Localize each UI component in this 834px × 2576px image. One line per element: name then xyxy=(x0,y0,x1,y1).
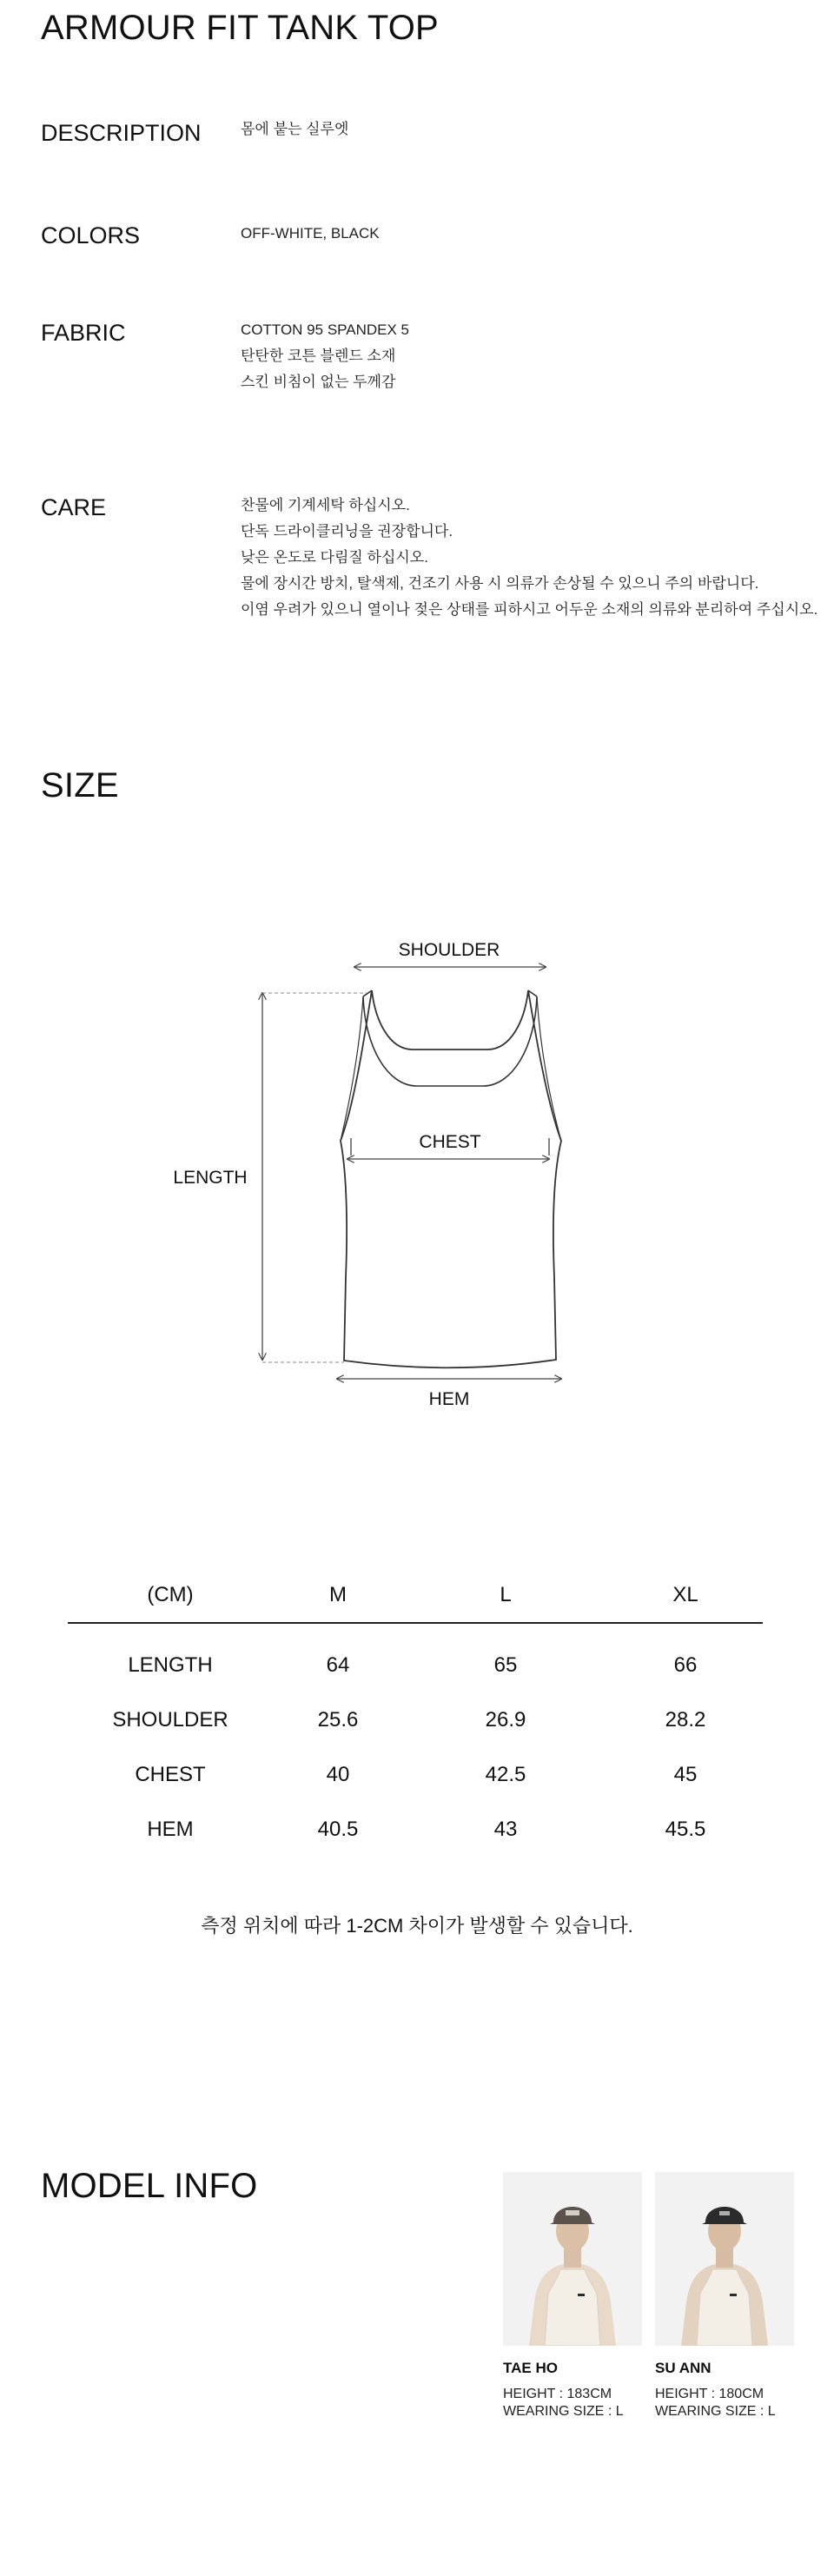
size-table-header: L xyxy=(500,1583,512,1606)
page-title: ARMOUR FIT TANK TOP xyxy=(41,9,439,47)
armhole-right xyxy=(537,997,561,1141)
table-cell: 43 xyxy=(493,1817,518,1841)
fabric-line: 스킨 비침이 없는 두께감 xyxy=(241,374,396,390)
model-height: HEIGHT : 183CM xyxy=(503,2387,612,2401)
table-cell: 64 xyxy=(326,1652,350,1677)
table-cell: 28.2 xyxy=(665,1707,706,1732)
table-cell: 40 xyxy=(326,1762,350,1786)
model-photo-image xyxy=(655,2172,794,2346)
fabric-label: FABRIC xyxy=(41,320,126,346)
model-card xyxy=(655,2172,794,2420)
table-cell: 25.6 xyxy=(317,1707,359,1732)
model-photo xyxy=(655,2172,794,2346)
fabric-line: COTTON 95 SPANDEX 5 xyxy=(241,321,409,338)
model-photo-image xyxy=(503,2172,642,2346)
hem-label: HEM xyxy=(428,1389,470,1409)
care-line: 단독 드라이클리닝을 권장합니다. xyxy=(241,523,453,540)
colors-label: COLORS xyxy=(41,222,141,248)
measurement-note: 측정 위치에 따라 1-2CM 차이가 발생할 수 있습니다. xyxy=(201,1915,633,1937)
care-line: 이염 우려가 있으니 열이나 젖은 상태를 피하시고 어두운 소재의 의류와 분리하여 주십시오. xyxy=(241,601,818,618)
size-table-header: XL xyxy=(672,1583,698,1606)
table-row xyxy=(68,1623,763,1692)
care-value xyxy=(241,493,817,623)
model-wearing-size: WEARING SIZE : L xyxy=(655,2404,776,2419)
size-heading: SIZE xyxy=(41,766,119,805)
colors-line: OFF-WHITE, BLACK xyxy=(241,225,380,242)
size-table xyxy=(68,1568,763,1857)
tank-top-measurement-diagram xyxy=(156,921,591,1425)
model-name: TAE HO xyxy=(503,2360,558,2376)
armhole-left xyxy=(341,997,363,1141)
table-cell: 65 xyxy=(493,1652,518,1677)
shoulder-label: SHOULDER xyxy=(398,940,500,960)
table-row xyxy=(68,1747,763,1802)
colors-value xyxy=(241,221,380,247)
table-cell: HEM xyxy=(147,1817,194,1841)
table-cell: 45 xyxy=(673,1762,698,1786)
size-table-header: M xyxy=(329,1583,347,1606)
table-row xyxy=(68,1802,763,1857)
description-label: DESCRIPTION xyxy=(41,120,202,146)
table-cell: LENGTH xyxy=(128,1652,213,1677)
table-cell: 66 xyxy=(673,1652,698,1677)
table-cell: 45.5 xyxy=(665,1817,706,1841)
care-line: 찬물에 기계세탁 하십시오. xyxy=(241,497,410,513)
chest-label: CHEST xyxy=(419,1132,481,1152)
table-cell: 26.9 xyxy=(485,1707,526,1732)
model-photo xyxy=(503,2172,642,2346)
model-card xyxy=(503,2172,642,2420)
description-value xyxy=(241,116,348,142)
table-cell: CHEST xyxy=(135,1762,206,1786)
length-label: LENGTH xyxy=(173,1168,248,1188)
table-row xyxy=(68,1692,763,1747)
description-line: 몸에 붙는 실루엣 xyxy=(241,121,349,137)
table-cell: 42.5 xyxy=(485,1762,526,1786)
model-wearing-size: WEARING SIZE : L xyxy=(503,2404,624,2419)
care-label: CARE xyxy=(41,494,107,520)
table-cell: 40.5 xyxy=(317,1817,359,1841)
size-table-header-row xyxy=(68,1568,763,1623)
model-height: HEIGHT : 180CM xyxy=(655,2387,764,2401)
table-cell: SHOULDER xyxy=(112,1707,228,1732)
care-line: 물에 장시간 방치, 탈색제, 건조기 사용 시 의류가 손상될 수 있으니 주의 바랍니다. xyxy=(241,575,759,592)
neckline-binding xyxy=(363,997,537,1086)
care-line: 낮은 온도로 다림질 하십시오. xyxy=(241,549,428,566)
model-name: SU ANN xyxy=(655,2360,712,2376)
fabric-value xyxy=(241,317,409,395)
size-table-header: (CM) xyxy=(147,1583,194,1606)
model-info-heading: MODEL INFO xyxy=(41,2167,258,2205)
fabric-line: 탄탄한 코튼 블렌드 소재 xyxy=(241,348,396,364)
